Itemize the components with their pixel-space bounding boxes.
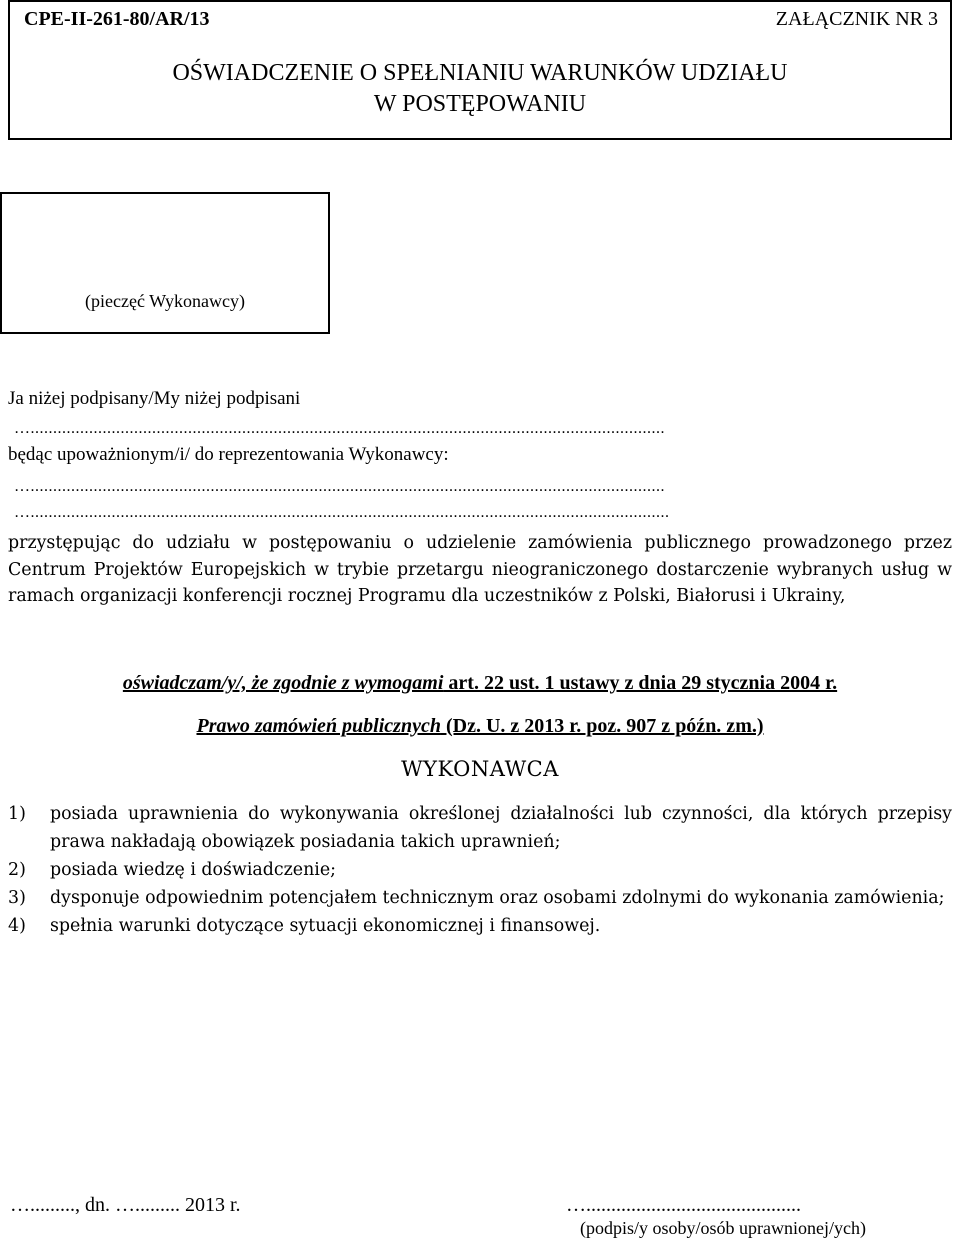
document-header: [8, 0, 952, 140]
contractor-fill-line-1[interactable]: ….............................................................................................................................................: [14, 478, 665, 495]
list-item-number: 1): [8, 804, 26, 824]
annex-label: ZAŁĄCZNIK NR 3: [775, 8, 938, 30]
list-item: [8, 912, 952, 940]
procedure-paragraph: przystępując do udziału w postępowaniu o udzielenie zamówienia publicznego prowadzonego przez Centrum Projektów Europejskich w trybie przetargu nieograniczonego dostarczenie wybranych usług w ramach organizacji konferencji rocznej Programu dla uczestników z Polski, Białorusi i Ukrainy,: [8, 533, 952, 606]
declaration-italic-2: Prawo zamówień publicznych: [196, 715, 441, 737]
list-item-text: posiada wiedzę i doświadczenie;: [50, 860, 337, 880]
list-item-text: posiada uprawnienia do wykonywania określonej działalności lub czynności, dla których przepisy prawa nakładają obowiązek posiadania takich uprawnień;: [50, 804, 952, 852]
signature-label: (podpis/y osoby/osób uprawnionej/ych): [580, 1218, 866, 1238]
list-item: [8, 800, 952, 856]
declaration-line-2: [0, 715, 960, 738]
list-item: [8, 856, 952, 884]
title-line-1: OŚWIADCZENIE O SPEŁNIANIU WARUNKÓW UDZIAŁU: [172, 60, 788, 86]
list-item-text: dysponuje odpowiednim potencjałem technicznym oraz osobami zdolnymi do wykonania zamówienia;: [50, 888, 945, 908]
list-item-number: 3): [8, 888, 26, 908]
declaration-italic-1: oświadczam/y/, że zgodnie z wymogami: [122, 672, 444, 694]
place-date-field[interactable]: …........., dn. …......... 2013 r.: [10, 1194, 241, 1216]
list-item: [8, 884, 952, 912]
contractor-heading: WYKONAWCA: [401, 757, 559, 781]
name-fill-line[interactable]: ….............................................................................................................................................: [14, 420, 665, 437]
reference-number: CPE-II-261-80/AR/13: [24, 8, 210, 30]
document-title: [10, 58, 950, 120]
authorization-text: będąc upoważnionym/i/ do reprezentowania Wykonawcy:: [8, 444, 449, 465]
list-item-number: 2): [8, 860, 26, 880]
stamp-label: (pieczęć Wykonawcy): [85, 291, 245, 311]
contractor-stamp-box: [0, 192, 330, 334]
declaration-line-1: [0, 672, 960, 695]
conditions-list: [8, 800, 952, 940]
contractor-fill-line-2[interactable]: …..............................................................................................................................................: [14, 504, 670, 521]
title-line-2: W POSTĘPOWANIU: [373, 91, 587, 117]
declaration-rest-2: (Dz. U. z 2013 r. poz. 907 z późn. zm.): [440, 715, 764, 737]
signatories-intro: Ja niżej podpisany/My niżej podpisani: [8, 388, 301, 409]
declaration-rest-1: art. 22 ust. 1 ustawy z dnia 29 stycznia 2004 r.: [443, 672, 838, 694]
signature-field[interactable]: …...........................................: [566, 1194, 801, 1216]
list-item-number: 4): [8, 916, 26, 936]
list-item-text: spełnia warunki dotyczące sytuacji ekonomicznej i finansowej.: [50, 916, 601, 936]
